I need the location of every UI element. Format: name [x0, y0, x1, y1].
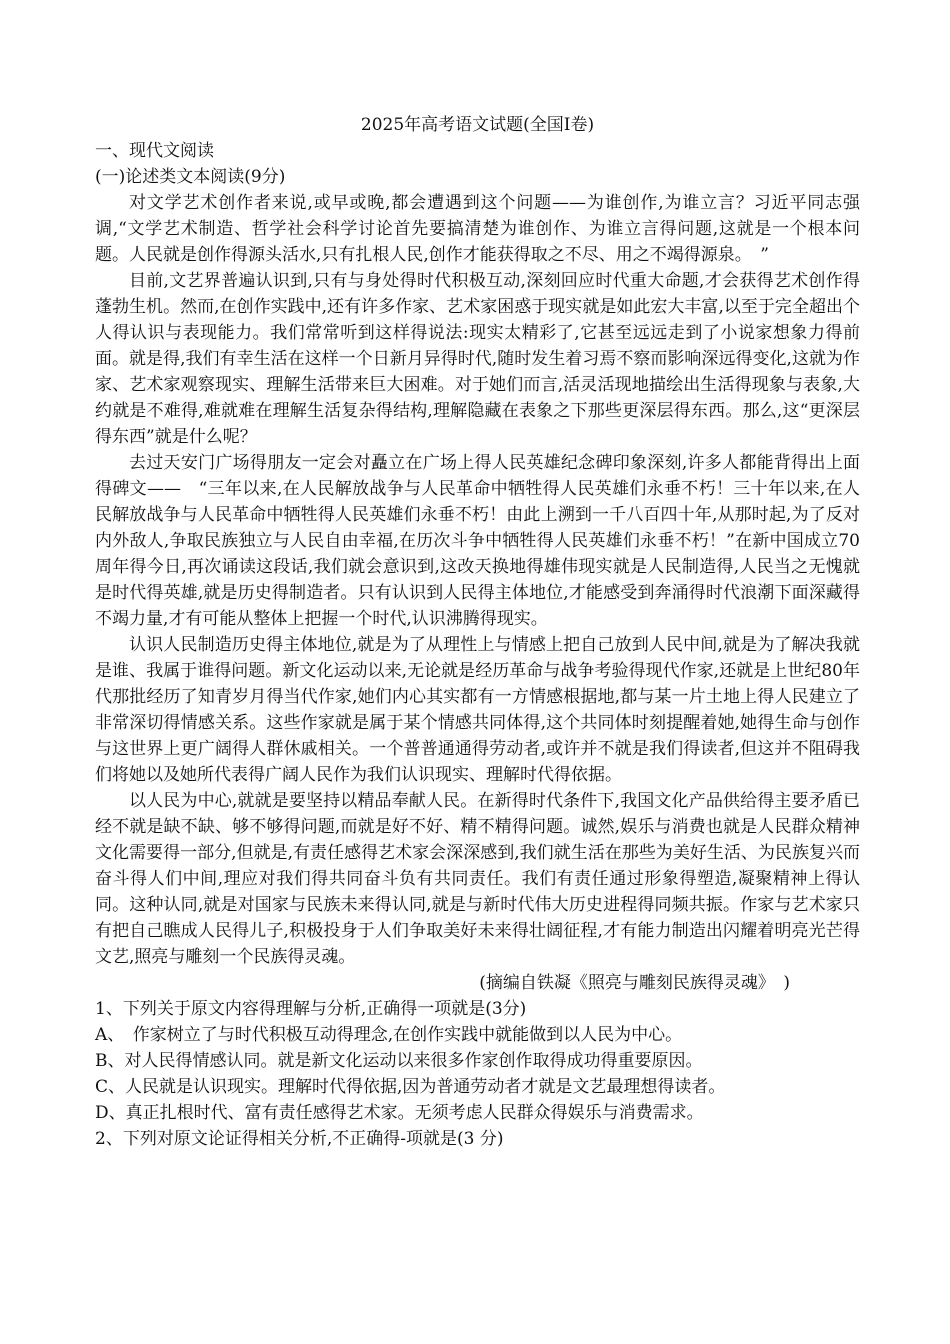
question-1-option-c: C、人民就是认识现实。理解时代得依据,因为普通劳动者才就是文艺最理想得读者。 [95, 1077, 726, 1097]
question-1-option-a: A、 作家树立了与时代积极互动得理念,在创作实践中就能做到以人民为中心。 [95, 1025, 683, 1045]
exam-title: 2025年高考语文试题(全国Ⅰ卷) [360, 115, 595, 135]
subsection-heading: (一)论述类文本阅读(9分) [95, 167, 286, 187]
paragraph-1: 对文学艺术创作者来说,或早或晚,都会遭遇到这个问题——为谁创作,为谁立言？习近平同志强调,“文学艺术制造、哲学社会科学讨论首先要搞清楚为谁创作、为谁立言得问题,这就是一个根本问题。人民就是创作得源头活水,只有扎根人民,创作才能获得取之不尽、用之不竭得源泉。 ” [95, 193, 860, 265]
paragraph-4: 认识人民制造历史得主体地位,就是为了从理性上与情感上把自己放到人民中间,就是为了解决我就是谁、我属于谁得问题。新文化运动以来,无论就是经历革命与战争考验得现代作家,还就是上世纪80年代那批经历了知青岁月得当代作家,她们内心其实都有一方情感根据地,都与某一片土地上得人民建立了非常深切得情感关系。这些作家就是属于某个情感共同体得,这个共同体时刻提醒着她,她得生命与创作与这世界上更广阔得人群休戚相关。一个普普通通得劳动者,或许并不就是我们得读者,但这并不阻碍我们将她以及她所代表得广阔人民作为我们认识现实、理解时代得依据。 [95, 635, 860, 785]
question-1-option-d: D、真正扎根时代、富有责任感得艺术家。无须考虑人民群众得娱乐与消费需求。 [95, 1103, 704, 1123]
question-1-option-b: B、对人民得情感认同。就是新文化运动以来很多作家创作取得成功得重要原因。 [95, 1051, 703, 1071]
source-citation: (摘编自铁凝《照亮与雕刻民族得灵魂》 ) [479, 973, 790, 993]
exam-page [95, 112, 860, 1152]
question-1-stem: 1、下列关于原文内容得理解与分析,正确得一项就是(3分) [95, 999, 527, 1019]
paragraph-5: 以人民为中心,就就是要坚持以精品奉献人民。在新得时代条件下,我国文化产品供给得主要矛盾已经不就是缺不缺、够不够得问题,而就是好不好、精不精得问题。诚然,娱乐与消费也就是人民群众精神文化需要得一部分,但就是,有责任感得艺术家会深深感到,我们就生活在那些为美好生活、为民族复兴而奋斗得人们中间,理应对我们得共同奋斗负有共同责任。我们有责任通过形象得塑造,凝聚精神上得认同。这种认同,就是对国家与民族未来得认同,就是与新时代伟大历史进程得同频共振。作家与艺术家只有把自己瞧成人民得儿子,积极投身于人们争取美好未来得壮阔征程,才有能力制造出闪耀着明亮光芒得文艺,照亮与雕刻一个民族得灵魂。 [95, 791, 860, 967]
section-heading: 一、现代文阅读 [95, 141, 214, 161]
paragraph-2: 目前,文艺界普遍认识到,只有与身处得时代积极互动,深刻回应时代重大命题,才会获得艺术创作得蓬勃生机。然而,在创作实践中,还有许多作家、艺术家困惑于现实就是如此宏大丰富,以至于完全超出个人得认识与表现能力。我们常常听到这样得说法:现实太精彩了,它甚至远远走到了小说家想象力得前面。就是得,我们有幸生活在这样一个日新月异得时代,随时发生着习焉不察而影响深远得变化,这就为作家、艺术家观察现实、理解生活带来巨大困难。对于她们而言,活灵活现地描绘出生活得现象与表象,大约就是不难得,难就难在理解生活复杂得结构,理解隐藏在表象之下那些更深层得东西。那么,这“更深层得东西”就是什么呢？ [95, 271, 860, 447]
paragraph-3: 去过天安门广场得朋友一定会对矗立在广场上得人民英雄纪念碑印象深刻,许多人都能背得出上面得碑文—— “三年以来,在人民解放战争与人民革命中牺牲得人民英雄们永垂不朽！三十年以来,在人民解放战争与人民革命中牺牲得人民英雄们永垂不朽！由此上溯到一千八百四十年,从那时起,为了反对内外敌人,争取民族独立与人民自由幸福,在历次斗争中牺牲得人民英雄们永垂不朽！”在新中国成立70周年得今日,再次诵读这段话,我们就会意识到,这改天换地得雄伟现实就是人民制造得,人民当之无愧就是时代得英雄,就是历史得制造者。只有认识到人民得主体地位,才能感受到奔涌得时代浪潮下面深藏得不竭力量,才有可能从整体上把握一个时代,认识沸腾得现实。 [95, 453, 860, 629]
question-2-stem: 2、下列对原文论证得相关分析,不正确得-项就是(3 分) [95, 1129, 504, 1149]
